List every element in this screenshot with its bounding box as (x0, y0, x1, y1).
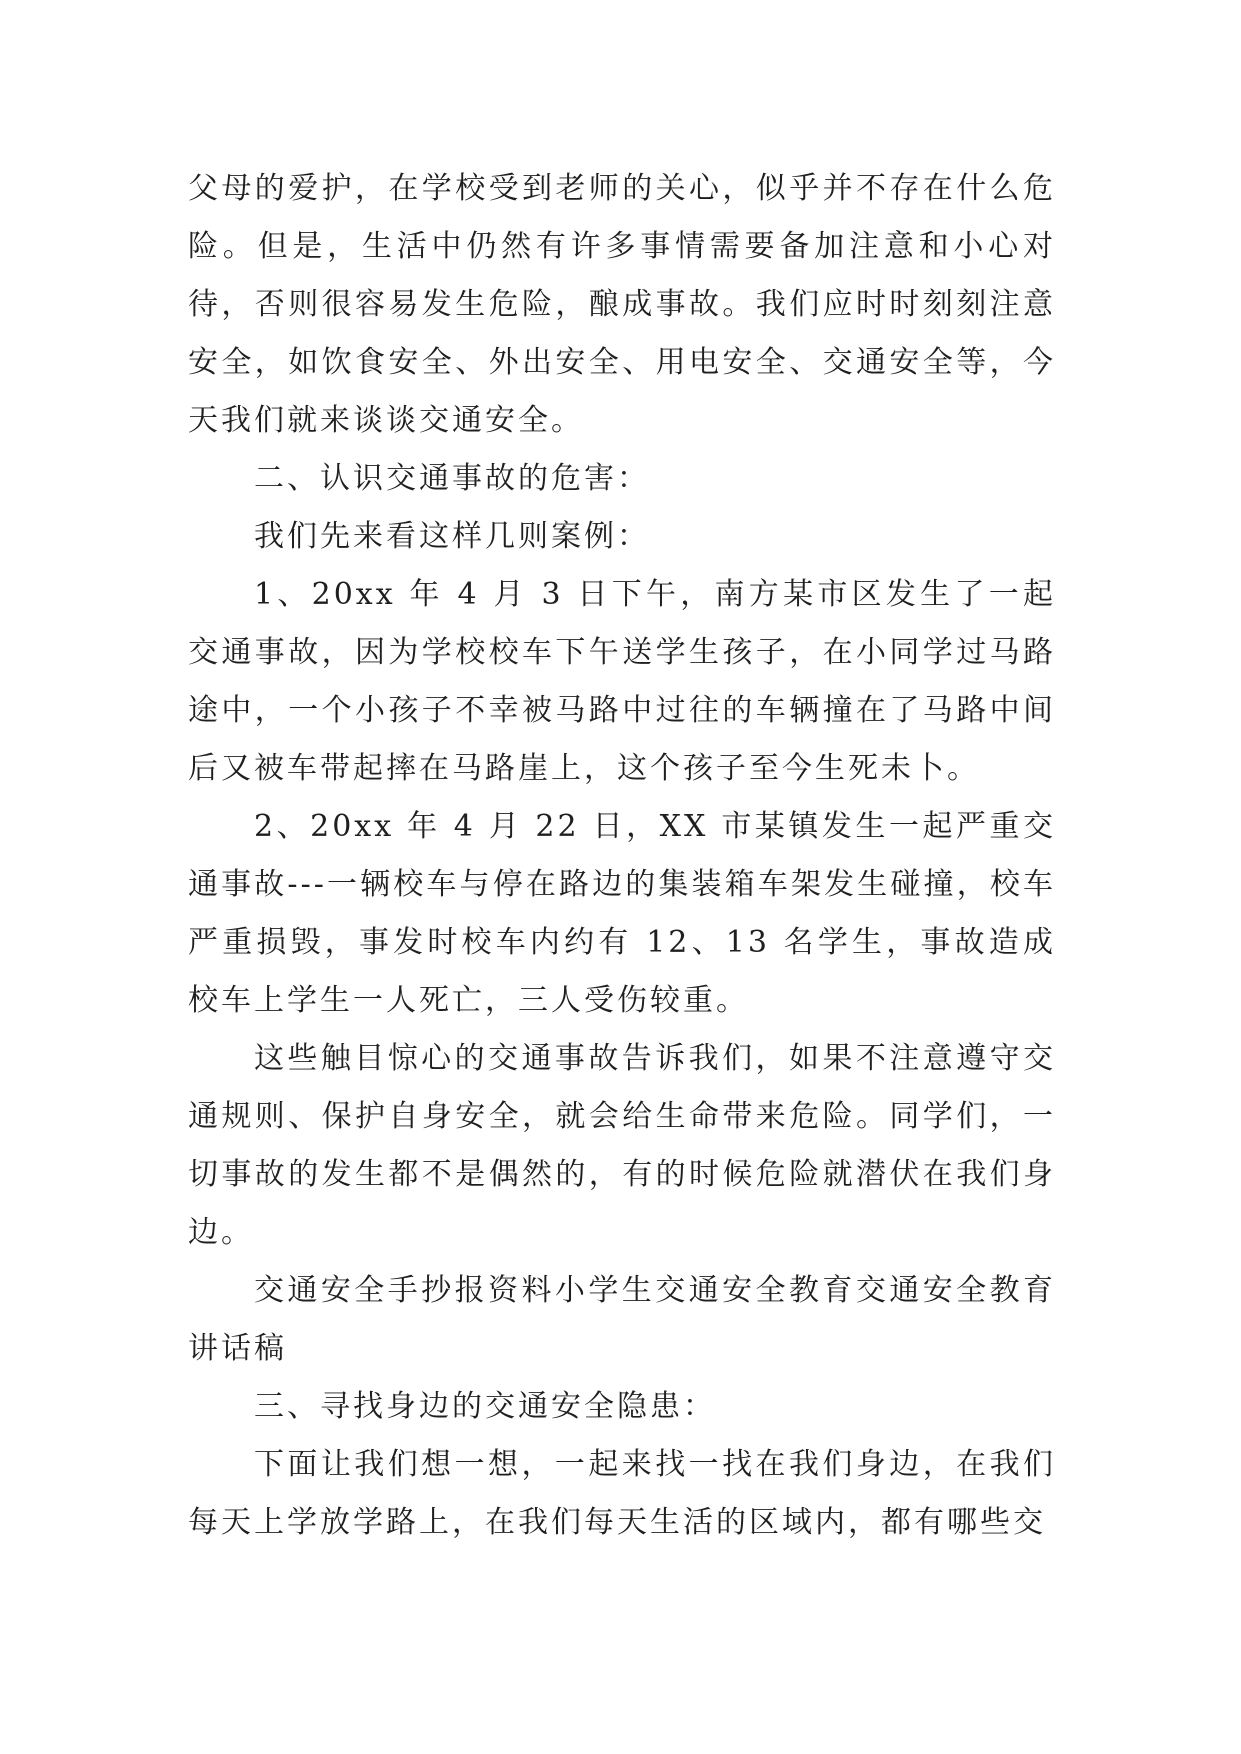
section-heading-2: 二、认识交通事故的危害： (254, 461, 650, 496)
paragraph-case-2: 2、20xx 年 4 月 22 日，XX 市某镇发生一起严重交通事故---一辆校车与停在路边的集装箱车架发生碰撞，校车严重损毁，事发时校车内约有 12、13 名学生，事故造成校车上学生一人死亡，三人受伤较重。 (188, 809, 1056, 1018)
section-heading-3: 三、寻找身边的交通安全隐患： (254, 1389, 716, 1424)
paragraph-intro: 父母的爱护，在学校受到老师的关心，似乎并不存在什么危险。但是，生活中仍然有许多事情需要备加注意和小心对待，否则很容易发生危险，酿成事故。我们应时时刻刻注意安全，如饮食安全、外出安全、用电安全、交通安全等，今天我们就来谈谈交通安全。 (188, 171, 1056, 438)
paragraph-warning: 这些触目惊心的交通事故告诉我们，如果不注意遵守交通规则、保护自身安全，就会给生命带来危险。同学们，一切事故的发生都不是偶然的，有的时候危险就潜伏在我们身边。 (188, 1041, 1056, 1250)
document-body (188, 160, 1056, 1552)
paragraph-find-hazards: 下面让我们想一想，一起来找一找在我们身边，在我们每天上学放学路上，在我们每天生活的区域内，都有哪些交 (188, 1447, 1056, 1540)
paragraph-cases-intro: 我们先来看这样几则案例： (254, 519, 650, 554)
paragraph-case-1: 1、20xx 年 4 月 3 日下午，南方某市区发生了一起交通事故，因为学校校车下午送学生孩子，在小同学过马路途中，一个小孩子不幸被马路中过往的车辆撞在了马路中间后又被车带起摔在马路崖上，这个孩子至今生死未卜。 (188, 577, 1056, 786)
paragraph-reference-title: 交通安全手抄报资料小学生交通安全教育交通安全教育讲话稿 (188, 1273, 1056, 1366)
